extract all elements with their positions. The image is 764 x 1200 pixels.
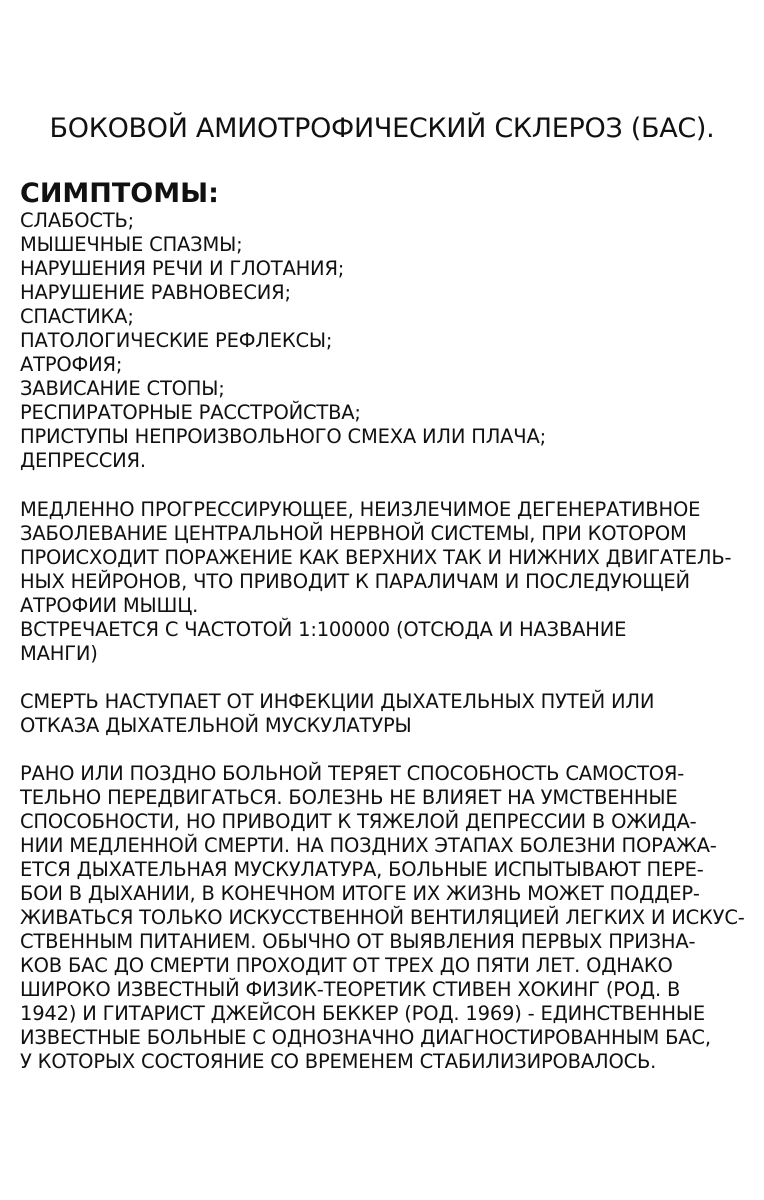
text-line: НИИ МЕДЛЕННОЙ СМЕРТИ. НА ПОЗДНИХ ЭТАПАХ БОЛЕЗНИ ПОРАЖА- xyxy=(20,834,717,857)
text-line: ОТКАЗА ДЫХАТЕЛЬНОЙ МУСКУЛАТУРЫ xyxy=(20,714,412,737)
death-cause-paragraph xyxy=(20,690,750,738)
symptom-item: ЗАВИСАНИЕ СТОПЫ; xyxy=(20,377,225,400)
description-paragraph xyxy=(20,498,750,618)
text-line: ЖИВАТЬСЯ ТОЛЬКО ИСКУССТВЕННОЙ ВЕНТИЛЯЦИЕЙ ЛЕГКИХ И ИСКУС- xyxy=(20,906,745,929)
symptom-item: СЛАБОСТЬ; xyxy=(20,209,135,232)
symptom-item: ПАТОЛОГИЧЕСКИЕ РЕФЛЕКСЫ; xyxy=(20,329,333,352)
page-title: БОКОВОЙ АМИОТРОФИЧЕСКИЙ СКЛЕРОЗ (БАС). xyxy=(49,113,715,144)
symptom-item: РЕСПИРАТОРНЫЕ РАССТРОЙСТВА; xyxy=(20,401,361,424)
text-line: ВСТРЕЧАЕТСЯ С ЧАСТОТОЙ 1:100000 (ОТСЮДА И НАЗВАНИЕ xyxy=(20,618,627,641)
frequency-paragraph xyxy=(20,618,750,666)
symptom-item: МЫШЕЧНЫЕ СПАЗМЫ; xyxy=(20,233,243,256)
symptom-item: СПАСТИКА; xyxy=(20,305,134,328)
text-line: МЕДЛЕННО ПРОГРЕССИРУЮЩЕЕ, НЕИЗЛЕЧИМОЕ ДЕГЕНЕРАТИВНОЕ xyxy=(20,498,701,521)
symptom-item: НАРУШЕНИЕ РАВНОВЕСИЯ; xyxy=(20,281,291,304)
prognosis-paragraph xyxy=(20,762,750,1074)
text-line: ПРОИСХОДИТ ПОРАЖЕНИЕ КАК ВЕРХНИХ ТАК И НИЖНИХ ДВИГАТЕЛЬ- xyxy=(20,546,732,569)
text-line: ШИРОКО ИЗВЕСТНЫЙ ФИЗИК-ТЕОРЕТИК СТИВЕН ХОКИНГ (РОД. В xyxy=(20,978,681,1001)
symptom-item: АТРОФИЯ; xyxy=(20,353,123,376)
symptom-list xyxy=(20,209,546,473)
text-line: ЗАБОЛЕВАНИЕ ЦЕНТРАЛЬНОЙ НЕРВНОЙ СИСТЕМЫ, ПРИ КОТОРОМ xyxy=(20,522,687,545)
text-line: НЫХ НЕЙРОНОВ, ЧТО ПРИВОДИТ К ПАРАЛИЧАМ И ПОСЛЕДУЮЩЕЙ xyxy=(20,570,690,593)
text-line: БОИ В ДЫХАНИИ, В КОНЕЧНОМ ИТОГЕ ИХ ЖИЗНЬ МОЖЕТ ПОДДЕР- xyxy=(20,882,700,905)
text-line: ИЗВЕСТНЫЕ БОЛЬНЫЕ С ОДНОЗНАЧНО ДИАГНОСТИРОВАННЫМ БАС, xyxy=(20,1026,711,1049)
symptoms-heading: СИМПТОМЫ: xyxy=(20,178,219,209)
text-line: 1942) И ГИТАРИСТ ДЖЕЙСОН БЕККЕР (РОД. 1969) - ЕДИНСТВЕННЫЕ xyxy=(20,1002,705,1025)
symptom-item: ДЕПРЕССИЯ. xyxy=(20,449,146,472)
text-line: СМЕРТЬ НАСТУПАЕТ ОТ ИНФЕКЦИИ ДЫХАТЕЛЬНЫХ ПУТЕЙ ИЛИ xyxy=(20,690,655,713)
text-line: ТЕЛЬНО ПЕРЕДВИГАТЬСЯ. БОЛЕЗНЬ НЕ ВЛИЯЕТ НА УМСТВЕННЫЕ xyxy=(20,786,678,809)
text-line: АТРОФИИ МЫШЦ. xyxy=(20,594,199,617)
text-line: СТВЕННЫМ ПИТАНИЕМ. ОБЫЧНО ОТ ВЫЯВЛЕНИЯ ПЕРВЫХ ПРИЗНА- xyxy=(20,930,696,953)
text-line: У КОТОРЫХ СОСТОЯНИЕ СО ВРЕМЕНЕМ СТАБИЛИЗИРОВАЛОСЬ. xyxy=(20,1050,657,1073)
text-line: РАНО ИЛИ ПОЗДНО БОЛЬНОЙ ТЕРЯЕТ СПОСОБНОСТЬ САМОСТОЯ- xyxy=(20,762,685,785)
text-line: ЕТСЯ ДЫХАТЕЛЬНАЯ МУСКУЛАТУРА, БОЛЬНЫЕ ИСПЫТЫВАЮТ ПЕРЕ- xyxy=(20,858,704,881)
symptom-item: ПРИСТУПЫ НЕПРОИЗВОЛЬНОГО СМЕХА ИЛИ ПЛАЧА; xyxy=(20,425,546,448)
text-line: КОВ БАС ДО СМЕРТИ ПРОХОДИТ ОТ ТРЕХ ДО ПЯТИ ЛЕТ. ОДНАКО xyxy=(20,954,673,977)
symptom-item: НАРУШЕНИЯ РЕЧИ И ГЛОТАНИЯ; xyxy=(20,257,345,280)
text-line: СПОСОБНОСТИ, НО ПРИВОДИТ К ТЯЖЕЛОЙ ДЕПРЕССИИ В ОЖИДА- xyxy=(20,810,697,833)
text-line: МАНГИ) xyxy=(20,642,98,665)
